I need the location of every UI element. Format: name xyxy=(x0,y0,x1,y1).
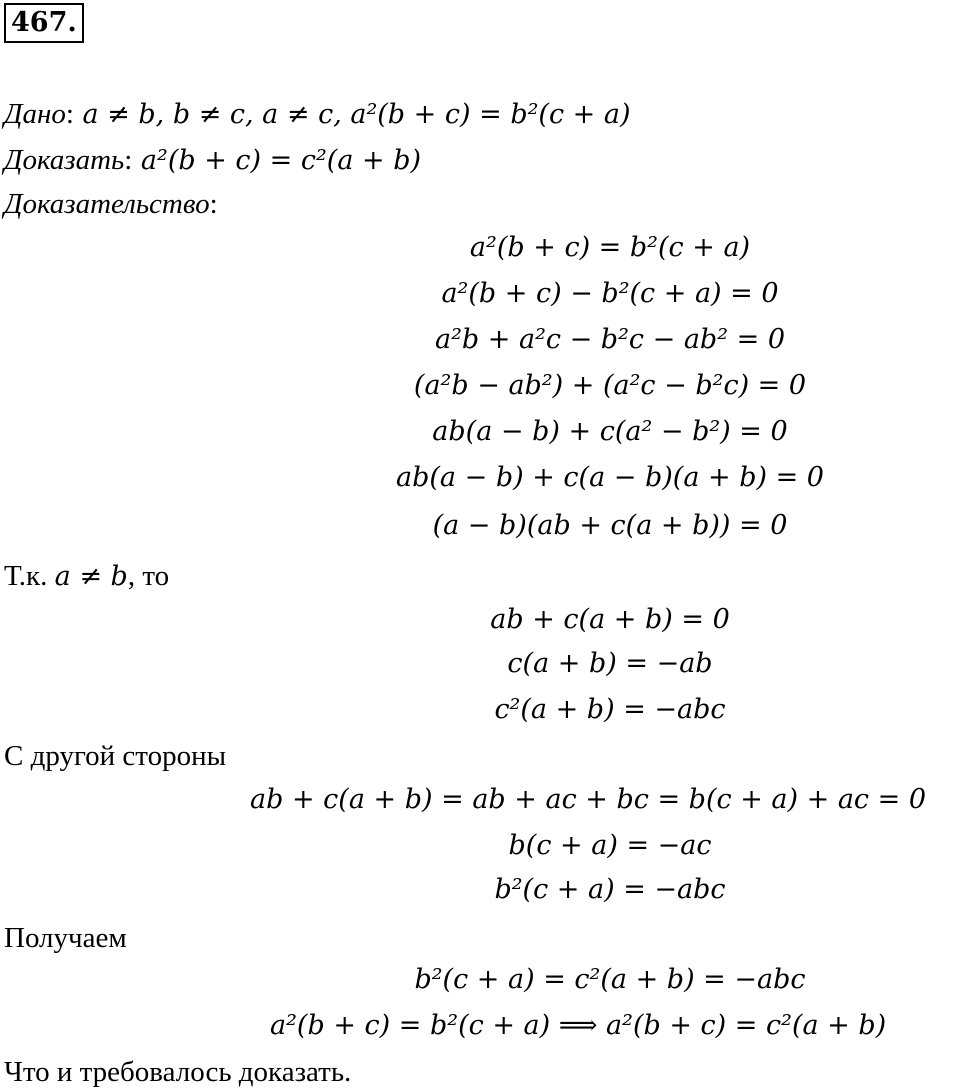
since-expression: a ≠ b xyxy=(54,561,128,592)
get-text: Получаем xyxy=(4,922,127,954)
since-step-3: c²(a + b) = −abc xyxy=(494,694,726,725)
proof-heading xyxy=(4,186,218,222)
proof-label: Доказательство xyxy=(4,188,210,220)
proof-step-5: ab(a − b) + c(a² − b²) = 0 xyxy=(432,416,788,447)
given-colon: : xyxy=(65,98,74,130)
prove-expression: a²(b + c) = c²(a + b) xyxy=(132,145,422,176)
given-line xyxy=(4,96,631,133)
conclusion-text: Что и требовалось доказать. xyxy=(4,1056,352,1088)
since-prefix: Т.к. xyxy=(4,560,55,592)
problem-number: 467. xyxy=(4,3,84,43)
proof-step-6: ab(a − b) + c(a − b)(a + b) = 0 xyxy=(396,462,824,493)
other-step-3: b²(c + a) = −abc xyxy=(494,874,726,905)
given-label: Дано xyxy=(4,98,66,130)
proof-step-3: a²b + a²c − b²c − ab² = 0 xyxy=(434,324,785,355)
prove-label: Доказать xyxy=(4,144,125,176)
since-step-2: c(a + b) = −ab xyxy=(507,648,713,679)
final-step-1: b²(c + a) = c²(a + b) = −abc xyxy=(414,964,806,995)
proof-step-1: a²(b + c) = b²(c + a) xyxy=(469,232,751,263)
prove-colon: : xyxy=(124,144,133,176)
proof-step-7: (a − b)(ab + c(a + b)) = 0 xyxy=(432,510,788,541)
proof-step-2: a²(b + c) − b²(c + a) = 0 xyxy=(441,278,779,309)
since-suffix: , то xyxy=(127,560,170,592)
given-expression: a ≠ b, b ≠ c, a ≠ c, a²(b + c) = b²(c + a) xyxy=(73,99,631,130)
proof-step-4: (a²b − ab²) + (a²c − b²c) = 0 xyxy=(413,370,807,401)
other-side-text: С другой стороны xyxy=(4,740,227,772)
since-line xyxy=(4,558,169,595)
other-step-1: ab + c(a + b) = ab + ac + bc = b(c + a) + ac = 0 xyxy=(250,784,927,815)
proof-colon: : xyxy=(209,188,218,220)
other-step-2: b(c + a) = −ac xyxy=(508,830,712,861)
prove-line xyxy=(4,142,421,179)
final-step-2: a²(b + c) = b²(c + a) ⟹ a²(b + c) = c²(a + b) xyxy=(270,1010,887,1041)
since-step-1: ab + c(a + b) = 0 xyxy=(490,604,730,635)
